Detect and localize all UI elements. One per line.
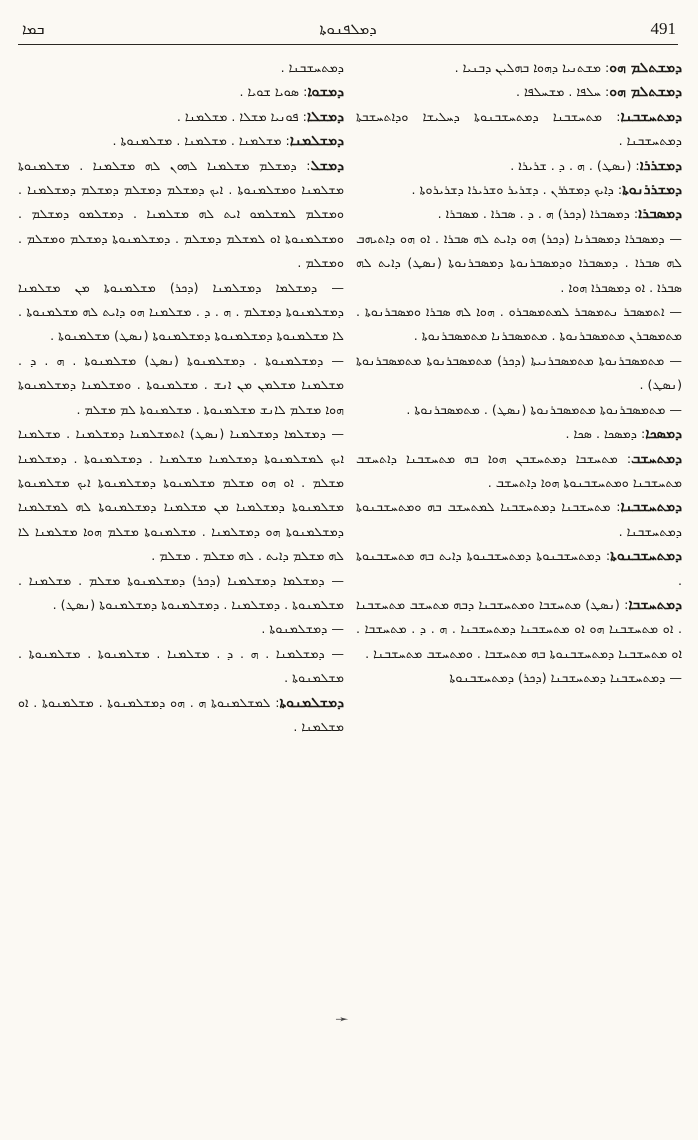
dictionary-entry xyxy=(356,398,682,422)
entry-headword: ܕܡܫܠ xyxy=(310,157,344,174)
entry-definition: : ܕܐܝܟ ܕܡܫܪܪܢ . ܕܫܪܝܪ ܘܫܪܝܪܐ ܕܫܪܝܪܘܬܐ . xyxy=(411,182,623,198)
entry-headword: ܕܡܫܘܐ xyxy=(307,84,344,101)
dictionary-entry xyxy=(356,80,682,104)
dictionary-entry xyxy=(18,422,344,568)
entry-headword: ܕܡܣܒܪܐ xyxy=(638,206,682,223)
header-rule xyxy=(18,44,678,45)
entry-definition: : ܡܫܬܢܝܐ ܕܗܘܐ ܒܗܠܝܢ ܕܒܢܝܐ . xyxy=(454,60,610,75)
dictionary-entry xyxy=(356,202,682,226)
entry-definition: : ܕܡܫܠܡ ܡܫܠܡܢܐ ܠܗܘܢ ܠܗ ܡܫܠܡܢܐ . ܡܫܠܡܢܘܬܐ ܡܫܠܡܢܐ ܘܡܫܠܡܢܘܬܐ . ܐܝܟ ܕܡܫܠܡ ܕܡܫܠܡ ܕܡܫܠܡ ܕܡܫܠܡܢܐ . ܘܡܫܠܡ ܠܡܫܠܡܘ ܐܝܬ ܠܗ ܡܫܠܡܢܐ . ܕܡܫܠܡܘ ܕܡܫܠܡ . ܘܡܫܠܡܢܘܬܐ ܐܘ ܠܡܫܠܡ ܕܡܫܠܡ . ܕܡܫܠܡܢܘܬܐ ܕܡܫܠܡ ܘܡܫܠܡ . ܘܡܫܠܡ . xyxy=(18,157,344,271)
entry-definition: — ܐܬܡܣܒܪ ܢܬܡܣܒܪ ܠܡܬܡܣܒܪܘ . ܗܘܐ ܠܗ ܣܒܪܐ ܘܡܣܒܪܢܘܬܐ . ܡܬܡܣܒܪܢ ܡܬܡܣܒܪܢܘܬܐ . ܡܬܡܣܒܪܢܐ ܡܬܡܣܒܪܢܘܬܐ . xyxy=(356,304,682,344)
dictionary-entry xyxy=(356,422,682,446)
entry-headword: ܕܡܬܚܫܒܐ xyxy=(628,596,682,613)
entry-headword: ܕܡܫܠܡܢܐ xyxy=(289,133,344,150)
entry-headword: ܕܡܫܪܪܢܘܬܐ xyxy=(622,182,682,199)
dictionary-entry xyxy=(18,642,344,691)
entry-definition: — ܕܡܫܠܡܐ ܕܡܫܠܡܢܐ (ܕܟܪ) ܕܡܫܠܡܢܘܬܐ ܡܫܠܡ . ܡܫܠܡܢܐ . ܡܫܠܡܢܘܬܐ . ܕܡܫܠܡܢܐ . ܕܡܫܠܡܢܘܬܐ ܕܡܫܠܡܢܘܬܐ (ܢܣܛ) . xyxy=(18,572,344,612)
right-column xyxy=(356,56,682,691)
entry-headword: ܕܡܫܬܠܡ ܗܘ xyxy=(609,84,682,101)
header-left-word: ܒܡܐ xyxy=(22,20,45,38)
entry-headword: ܕܡܫܬܠܡ ܗܘ xyxy=(609,60,682,76)
dictionary-entry xyxy=(356,178,682,202)
entry-definition: : ܚܠܦܐ . ܡܫܚܠܦܐ . xyxy=(516,84,610,100)
entry-definition: — ܕܡܣܒܪܐ ܕܡܣܒܪܢܐ (ܕܟܪ) ܗܘ ܕܐܝܬ ܠܗ ܣܒܪܐ . ܐܘ ܗܘ ܕܐܬܝܗܒ ܠܗ ܣܒܪܐ . ܕܡܣܒܪܐ ܘܕܡܣܒܪܢܘܬܐ ܕܡܣܒܪܢܘܬܐ (ܢܣܛ) ܕܐܝܬ ܠܗ ܣܒܪܐ . ܐܘ ܕܡܣܒܪܐ ܗܘܐ . xyxy=(356,230,682,295)
dictionary-entry xyxy=(18,129,344,153)
header-title: ܕܡܠܦܢܘܬܐ xyxy=(319,20,377,38)
entry-definition: : ܣܘܝܐ ܫܘܝܐ . xyxy=(239,84,308,100)
dictionary-entry xyxy=(18,569,344,618)
dictionary-entry xyxy=(356,154,682,178)
dictionary-entry xyxy=(18,617,344,641)
entry-headword: ܕܡܬܚܫܒܢܐ xyxy=(620,108,682,125)
entry-headword: ܕܡܫܠܐ xyxy=(306,108,344,125)
entry-definition: : ܡܬܚܫܒܢܐ ܕܡܬܚܫܒܢܐ ܠܡܬܚܫܒ ܒܗ ܘܡܬܚܫܒܢܘܬܐ ܕܡܬܚܫܒܢܐ . xyxy=(356,499,682,539)
entry-definition: — ܡܬܡܣܒܪܢܘܬܐ ܡܬܡܣܒܪܢܝܬܐ (ܕܟܪ) ܡܬܡܣܒܪܢܘܬܐ ܡܬܡܣܒܪܢܘܬܐ (ܢܣܛ) . xyxy=(356,352,682,393)
entry-definition: — ܕܡܫܠܡܐ ܕܡܫܠܡܢܐ (ܕܟܪ) ܡܫܠܡܢܘܬܐ ܡܢ ܡܫܠܡܢܐ ܕܡܫܠܡܢܘܬܐ ܕܡܫܠܡ . ܗ . ܕ . ܡܫܠܡܢܐ ܗܘ ܕܐܝܬ ܠܗ ܡܫܠܡܢܘܬܐ . ܠܐ ܡܫܠܡܢܘܬܐ ܕܡܫܠܡܢܘܬܐ ܕܡܫܠܡܢܘܬܐ (ܢܣܛ) ܡܫܠܡܢܘܬܐ . xyxy=(18,279,344,344)
entry-headword: ܕܡܬܚܫܒܢܘܬܐ xyxy=(610,548,682,565)
entry-headword: ܕܡܣܟܐ xyxy=(645,426,682,443)
entry-definition: ܕܡܬܚܫܒܢܐ . xyxy=(280,60,344,75)
entry-definition: — ܕܡܬܚܫܒܢܐ ܕܡܬܚܫܒܢܐ (ܕܟܪ) ܕܡܬܚܫܒܢܘܬܐ xyxy=(449,670,682,686)
dictionary-entry xyxy=(356,349,682,398)
dictionary-entry xyxy=(18,349,344,422)
dictionary-entry xyxy=(356,593,682,666)
entry-definition: : ܡܫܠܡܢܐ . ܡܫܠܡܢܐ . ܡܫܠܡܢܘܬܐ . xyxy=(112,133,290,149)
dictionary-entry xyxy=(356,227,682,300)
entry-definition: — ܕܡܫܠܡܢܐ . ܗ . ܕ . ܡܫܠܡܢܐ . ܡܫܠܡܢܘܬܐ . ܡܫܠܡܢܘܬܐ . ܡܫܠܡܢܘܬܐ . xyxy=(18,645,344,686)
dictionary-entry xyxy=(18,154,344,276)
page-number: 491 xyxy=(650,19,676,38)
dictionary-entry xyxy=(356,300,682,349)
entry-definition: : ܠܡܫܠܡܢܘܬܐ ܗ . ܗܘ ܕܡܫܠܡܢܘܬܐ . ܡܫܠܡܢܘܬܐ . ܐܘ ܡܫܠܡܢܐ . xyxy=(18,694,344,734)
dictionary-entry xyxy=(356,544,682,593)
entry-definition: : ܕܡܣܒܪܐ (ܕܟܪ) ܗ . ܕ . ܣܒܪܐ . ܡܣܒܪܐ . xyxy=(437,206,639,222)
entry-definition: : ܦܘܢܝܐ ܡܫܠܐ . ܡܫܠܡܢܐ . xyxy=(176,108,307,124)
dictionary-entry xyxy=(18,105,344,129)
dictionary-entry xyxy=(356,495,682,544)
entry-headword: ܕܡܬܚܫܒܢܐ xyxy=(620,499,682,516)
dictionary-entry xyxy=(356,447,682,496)
entry-definition: — ܕܡܫܠܡܢܘܬܐ . xyxy=(261,621,344,637)
dictionary-entry xyxy=(356,56,682,80)
entry-headword: ܕܡܬܚܫܒ xyxy=(631,450,682,467)
dictionary-entry xyxy=(18,691,344,740)
left-column xyxy=(18,56,344,739)
entry-definition: — ܕܡܫܠܡܐ ܕܡܫܠܡܢܐ (ܢܣܛ) ܐܬܡܫܠܡܢܐ ܕܡܫܠܡܢܐ . ܡܫܠܡܢܐ ܐܝܟ ܠܡܫܠܡܢܘܬܐ ܕܡܫܠܡܢܐ ܡܫܠܡܢܐ . ܕܡܫܠܡܢܘܬܐ . ܕܡܫܠܡܢܐ ܡܫܠܡ . ܐܘ ܗܘ ܡܫܠܡ ܡܫܠܡܢܘܬܐ ܕܡܫܠܡܢܘܬܐ ܐܝܟ ܡܫܠܡܢܘܬܐ ܡܫܠܡܢܘܬܐ ܕܡܫܠܡܢܐ ܡܢ ܡܫܠܡܢܐ ܕܡܫܠܡܢܘܬܐ ܠܗ ܠܡܫܠܡܢܐ ܕܡܫܠܡܢܘܬܐ ܗܘ ܕܡܫܠܡܢܐ . ܡܫܠܡܢܘܬܐ ܡܫܠܡ ܗܘܐ ܡܫܠܡܢܐ ܠܐ ܠܗ ܡܫܠܡ ܕܐܝܬ . ܠܗ ܡܫܠܡ . ܡܫܠܡ . xyxy=(18,426,344,564)
margin-arrow-mark: ➛ xyxy=(334,1012,350,1026)
dictionary-entry xyxy=(356,666,682,690)
dictionary-entry xyxy=(18,80,344,104)
entry-headword: ܕܡܫܪܪܐ xyxy=(639,157,682,174)
entry-definition: : (ܢܣܛ) . ܗ . ܕ . ܫܪܝܪܐ . xyxy=(510,157,640,173)
entry-definition: : ܡܬܚܫܒܐ ܕܡܬܚܫܒܢ ܗܘܐ ܒܗ ܡܬܚܫܒܢܐ ܕܐܬܚܫܒ ܡܬܚܫܒܢܐ ܘܡܬܚܫܒܢܘܬܐ ܗܘܐ ܕܐܬܚܫܒ . xyxy=(356,450,682,490)
entry-definition: : ܡܬܚܫܒܢܐ ܕܡܬܚܫܒܢܘܬܐ ܕܚܠܝܫܐ ܘܕܐܬܚܫܒܬܐ ܕܡܬܚܫܒܢܐ . xyxy=(356,108,682,149)
entry-definition: — ܡܬܡܣܒܪܢܘܬܐ ܡܬܡܣܒܪܢܘܬܐ (ܢܣܛ) . ܡܬܡܣܒܪܢܘܬܐ . xyxy=(406,401,682,417)
entry-definition: : ܕܡܣܟܐ . ܣܟܐ . xyxy=(565,426,646,442)
entry-definition: : (ܢܣܛ) ܡܬܚܫܒܐ ܘܡܬܚܫܒܢܐ ܕܒܗ ܡܬܚܫܒ ܡܬܚܫܒܢܐ . ܐܘ ܡܬܚܫܒܢܐ ܗܘ ܐܘ ܡܬܚܫܒܢܐ ܕܡܬܚܫܒܢܐ . ܗ . ܕ . ܡܬܚܫܒܐ . ܐܘ ܡܬܚܫܒܢܐ ܕܡܬܚܫܒܢܘܬܐ ܒܗ ܡܬܚܫܒܐ . ܘܡܬܚܫܒ ܡܬܚܫܒܢܐ . xyxy=(356,596,682,661)
dictionary-entry xyxy=(18,56,344,80)
entry-definition: — ܕܡܫܠܡܢܘܬܐ . ܕܡܫܠܡܢܘܬܐ (ܢܣܛ) ܡܫܠܡܢܘܬܐ . ܗ . ܕ . ܡܫܠܡܢܐ ܡܫܠܡܢ ܡܢ ܐܢܫ . ܡܫܠܡܢܘܬܐ . ܘܡܫܠܡܢܐ ܕܡܫܠܡܢܘܬܐ ܗܘܐ ܡܫܠܡ ܠܐܢܫ ܡܫܠܡܢܘܬܐ . ܡܫܠܡܢܘܬܐ ܠܡ ܡܫܠܡ . xyxy=(18,352,344,417)
dictionary-entry xyxy=(18,276,344,349)
entry-definition: : ܕܡܬܚܫܒܢܘܬܐ ܕܡܬܚܫܒܢܘܬܐ ܕܐܝܬ ܒܗ ܡܬܚܫܒܢܘܬܐ . xyxy=(356,548,682,588)
entry-headword: ܕܡܫܠܡܢܘܬܐ xyxy=(279,694,344,711)
dictionary-entry xyxy=(356,105,682,154)
running-header xyxy=(20,18,676,40)
